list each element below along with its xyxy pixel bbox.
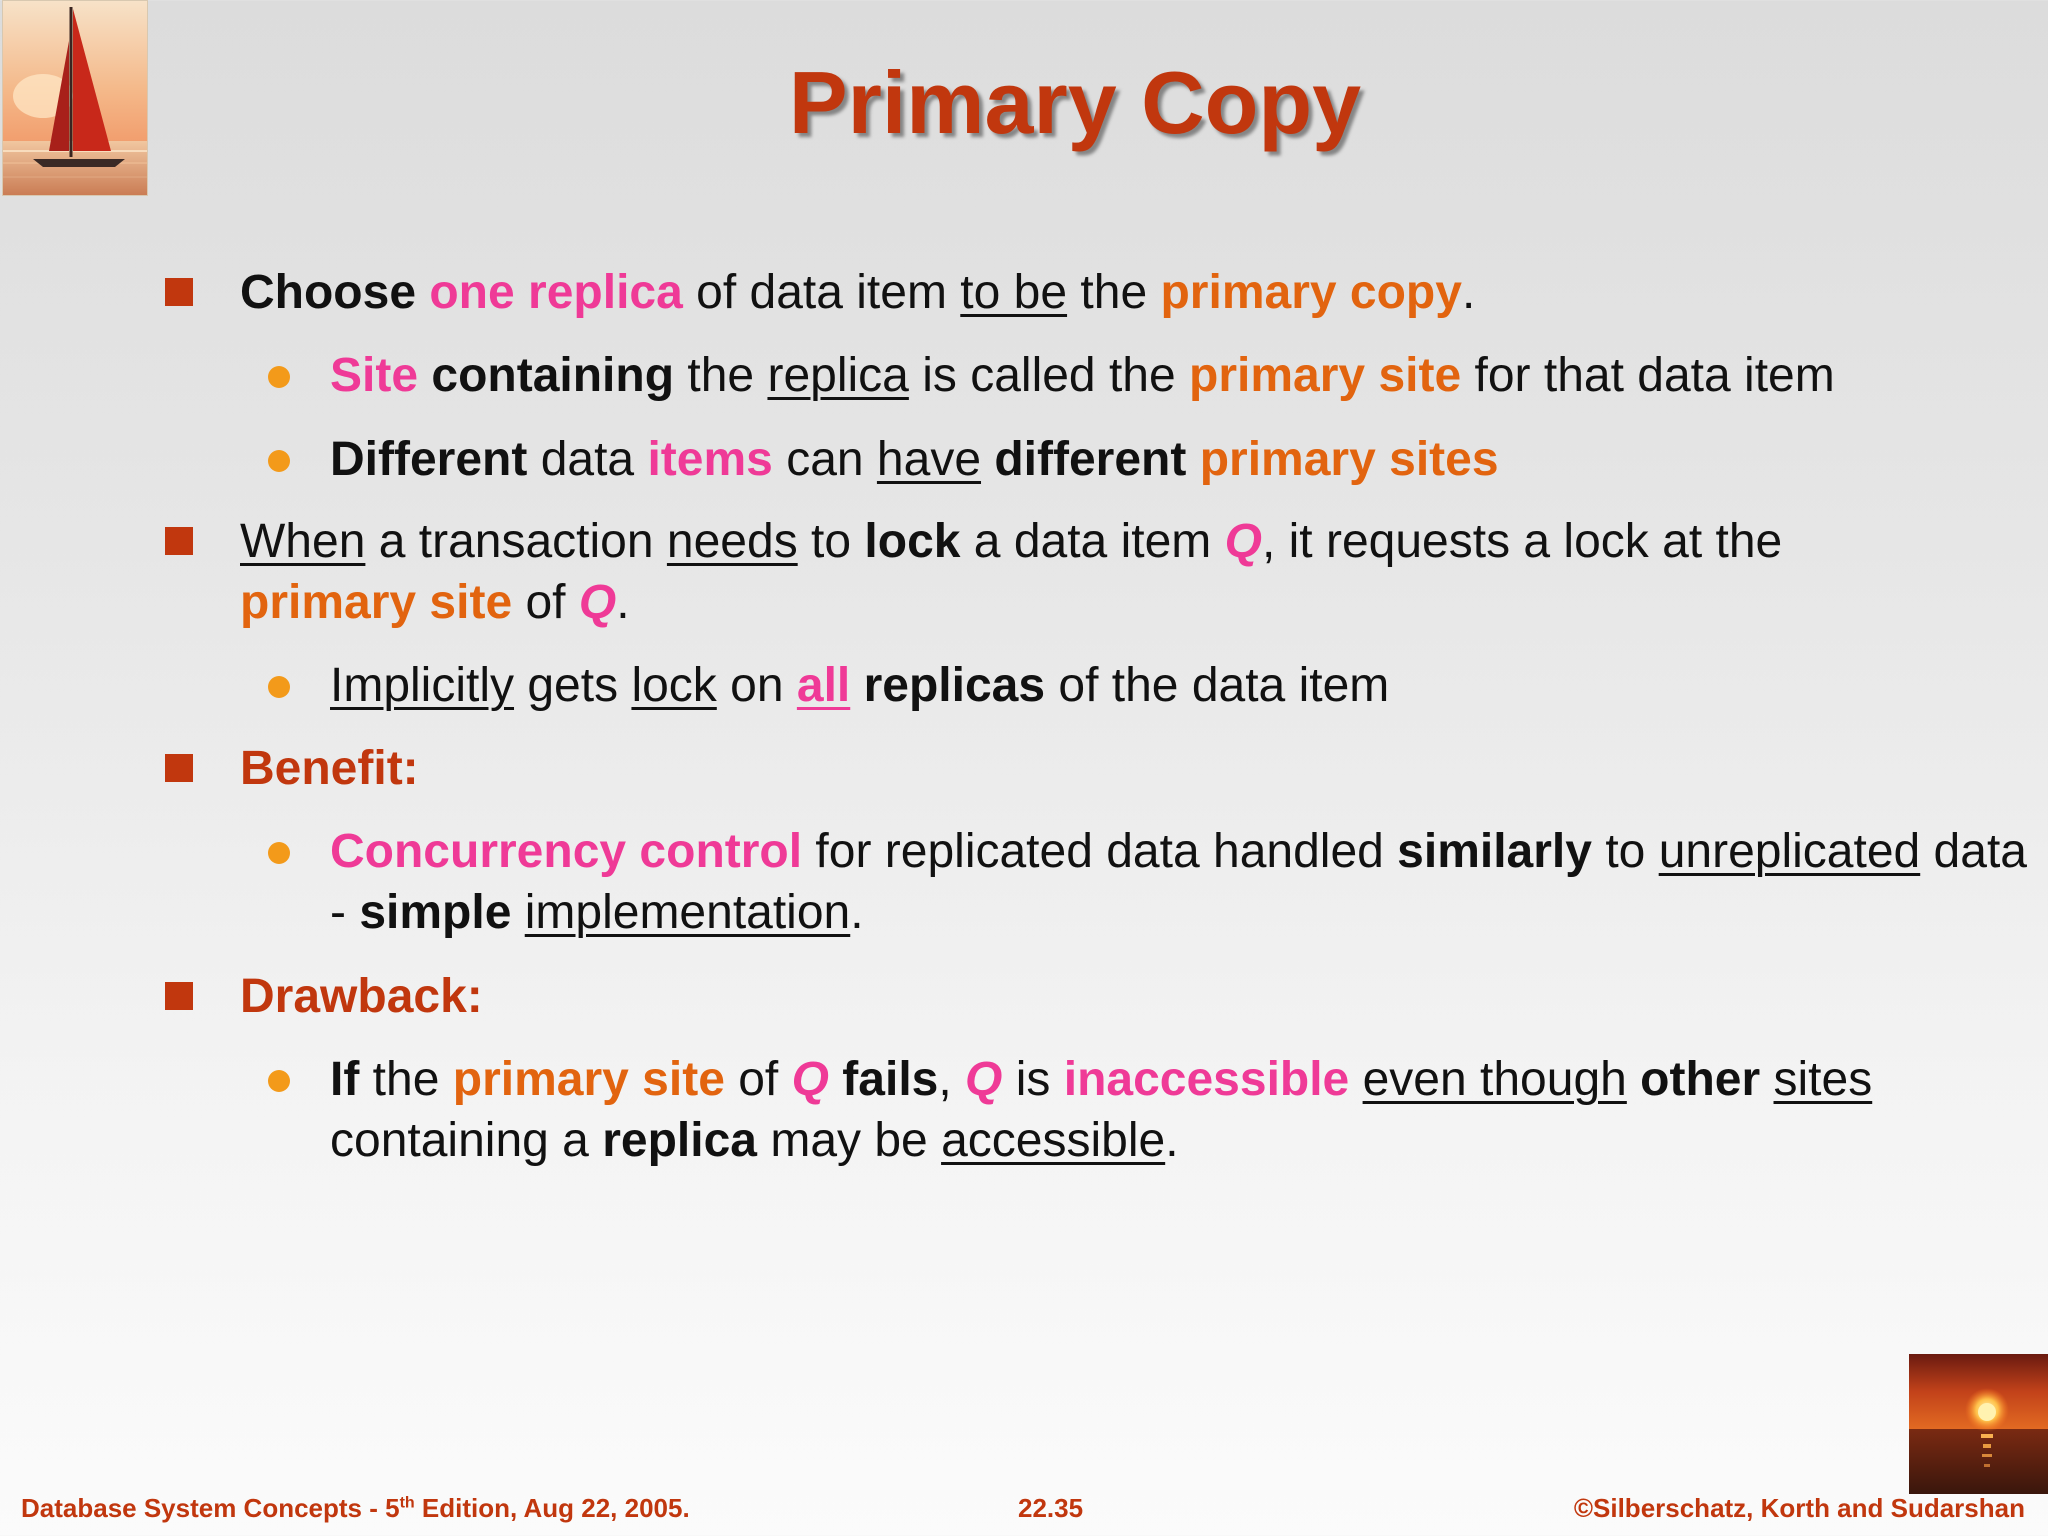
text: containing: [431, 349, 675, 402]
bullet-implicitly-lock: [330, 655, 1389, 716]
text: sites: [1773, 1053, 1873, 1106]
text: Different: [330, 433, 528, 486]
text: the: [372, 1053, 440, 1106]
text: .: [1461, 266, 1476, 319]
bullet-site-containing: [330, 345, 1835, 406]
text: items: [647, 433, 773, 486]
text: primary site: [1189, 349, 1462, 402]
dot-bullet-icon: [268, 676, 290, 698]
dot-bullet-icon: [268, 1070, 290, 1092]
text: to: [811, 515, 852, 568]
text: one replica: [429, 266, 683, 319]
text: of data item: [696, 266, 947, 319]
text: can: [786, 433, 864, 486]
slide-title: Primary Copy: [788, 53, 1362, 152]
footer-edition-text: Database System Concepts - 5: [21, 1493, 400, 1523]
dot-bullet-icon: [268, 366, 290, 388]
text: ,: [938, 1053, 952, 1106]
text: of: [738, 1053, 779, 1106]
bullet-drawback-label: Drawback:: [240, 970, 483, 1023]
text: .: [616, 576, 630, 629]
dot-bullet-icon: [268, 450, 290, 472]
text: , it requests a lock at the: [1261, 515, 1783, 568]
text: .: [850, 886, 864, 939]
text: a transaction: [378, 515, 654, 568]
text: accessible: [941, 1114, 1166, 1167]
text: of the data item: [1058, 659, 1390, 712]
text: .: [1165, 1114, 1179, 1167]
text: primary site: [240, 576, 513, 629]
footer-copyright: ©Silberschatz, Korth and Sudarshan: [1573, 1493, 2025, 1523]
text: for that data item: [1474, 349, 1835, 402]
text: lock: [631, 659, 717, 712]
text: gets: [527, 659, 619, 712]
text: primary sites: [1199, 433, 1499, 486]
text: Concurrency control: [330, 825, 803, 878]
text: the: [1080, 266, 1148, 319]
text: Q: [1224, 515, 1262, 568]
bullet-when-transaction: [240, 511, 1960, 633]
text: needs: [666, 515, 798, 568]
text: a data item: [973, 515, 1212, 568]
text: primary site: [452, 1053, 725, 1106]
text: unreplicated: [1658, 825, 1921, 878]
text: inaccessible: [1063, 1053, 1350, 1106]
text: Q: [791, 1053, 829, 1106]
text: Site: [330, 349, 419, 402]
text: Q: [965, 1053, 1003, 1106]
square-bullet-icon: [165, 982, 193, 1010]
text: other: [1640, 1053, 1761, 1106]
bullet-benefit-label: Benefit:: [240, 742, 419, 795]
text: on: [730, 659, 784, 712]
sunset-logo: [1909, 1354, 2048, 1494]
text: even though: [1362, 1053, 1627, 1106]
footer-edition: [21, 1493, 690, 1524]
text: implementation: [524, 886, 851, 939]
text: of: [525, 576, 566, 629]
bullet-choose-replica: [240, 262, 1475, 323]
text: the: [687, 349, 755, 402]
text: Implicitly: [330, 659, 515, 712]
text: fails: [842, 1053, 939, 1106]
text: replica: [602, 1114, 757, 1167]
text: similarly: [1397, 825, 1592, 878]
text: have: [876, 433, 982, 486]
text: to: [1605, 825, 1646, 878]
text: for replicated data handled: [815, 825, 1384, 878]
text: When: [240, 515, 366, 568]
text: to be: [960, 266, 1068, 319]
text: is called the: [922, 349, 1176, 402]
bullet-concurrency-control: [330, 821, 2030, 943]
text: data: [540, 433, 635, 486]
sunset-image: [1909, 1354, 2048, 1494]
text: containing a: [330, 1114, 589, 1167]
text: replica: [767, 349, 909, 402]
text: all: [796, 659, 851, 712]
text: different: [994, 433, 1187, 486]
square-bullet-icon: [165, 527, 193, 555]
bullet-primary-site-fails: [330, 1049, 2010, 1171]
text: may be: [770, 1114, 928, 1167]
text: Q: [578, 576, 617, 629]
text: is: [1015, 1053, 1051, 1106]
square-bullet-icon: [165, 754, 193, 782]
text: Choose: [240, 266, 417, 319]
text: simple: [359, 886, 512, 939]
text: data -: [330, 825, 2027, 939]
footer-edition-date: Edition, Aug 22, 2005.: [414, 1493, 690, 1523]
text: replicas: [863, 659, 1046, 712]
dot-bullet-icon: [268, 842, 290, 864]
text: If: [330, 1053, 360, 1106]
square-bullet-icon: [165, 278, 193, 306]
text: primary copy: [1160, 266, 1462, 319]
text: lock: [864, 515, 961, 568]
bullet-different-items: [330, 429, 1499, 490]
footer-page-number: 22.35: [1018, 1493, 1084, 1523]
footer-edition-sup: th: [399, 1494, 415, 1512]
